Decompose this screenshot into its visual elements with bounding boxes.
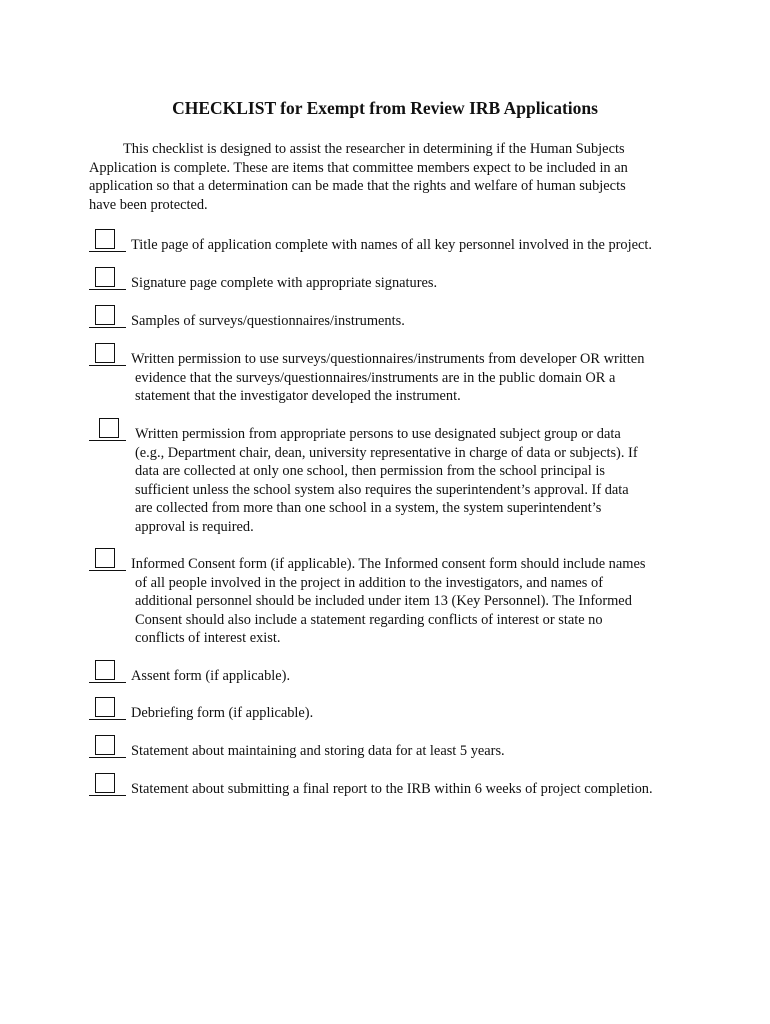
checkbox-debriefing-form[interactable] [95,697,115,717]
blank-line [89,719,126,720]
checkbox-title-page[interactable] [95,229,115,249]
intro-paragraph [89,140,679,214]
item-text-continued: are collected from more than one school in a system, the system superintendent’s [135,500,602,517]
item-text: Statement about submitting a final report to the IRB within 6 weeks of project completion. [131,781,653,797]
intro-line: application so that a determination can be made that the rights and welfare of human subjects [89,178,626,195]
item-text-continued: approval is required. [135,519,254,535]
blank-line [89,795,126,796]
item-text: Informed Consent form (if applicable). The Informed consent form should include names [131,556,646,572]
item-text-continued: evidence that the surveys/questionnaires/instruments are in the public domain OR a [135,369,616,386]
checkbox-data-storage[interactable] [95,735,115,755]
blank-line [89,327,126,328]
item-text: Written permission from appropriate persons to use designated subject group or data [135,426,621,442]
intro-line: Application is complete. These are items that committee members expect to be included in an [89,159,628,176]
checkbox-assent-form[interactable] [95,660,115,680]
item-text: Samples of surveys/questionnaires/instruments. [131,313,405,329]
item-text: Signature page complete with appropriate signatures. [131,275,438,291]
blank-line [89,570,126,571]
checkbox-written-permission-subjects[interactable] [99,418,119,438]
item-text: Assent form (if applicable). [131,668,291,684]
item-text-continued: additional personnel should be included under item 13 (Key Personnel). The Informed [135,593,632,610]
checkbox-samples[interactable] [95,305,115,325]
item-text-continued: data are collected at only one school, then permission from the school principal is [135,463,605,480]
blank-line [89,365,126,366]
item-text-continued: of all people involved in the project in addition to the investigators, and names of [135,574,603,591]
item-text-continued: sufficient unless the school system also requires the superintendent’s approval. If data [135,481,629,498]
intro-line: This checklist is designed to assist the researcher in determining if the Human Subjects [123,141,625,157]
item-text: Debriefing form (if applicable). [131,705,314,721]
checkbox-final-report[interactable] [95,773,115,793]
item-text-continued: statement that the investigator developed the instrument. [135,388,461,405]
blank-line [89,440,126,441]
item-text-continued: conflicts of interest exist. [135,630,281,647]
checkbox-written-permission-instruments[interactable] [95,343,115,363]
blank-line [89,757,126,758]
checkbox-informed-consent[interactable] [95,548,115,568]
item-text: Title page of application complete with names of all key personnel involved in the project. [131,237,652,253]
blank-line [89,289,126,290]
page-title: CHECKLIST for Exempt from Review IRB Applications [172,98,598,118]
blank-line [89,251,126,252]
intro-line: have been protected. [89,196,208,213]
item-text-continued: (e.g., Department chair, dean, university representative in charge of data or subjects). If [135,444,638,461]
item-text-continued: Consent should also include a statement regarding conflicts of interest or state no [135,611,603,628]
checkbox-signature-page[interactable] [95,267,115,287]
item-text: Statement about maintaining and storing data for at least 5 years. [131,743,505,759]
item-text: Written permission to use surveys/questionnaires/instruments from developer OR written [131,351,645,367]
blank-line [89,682,126,683]
